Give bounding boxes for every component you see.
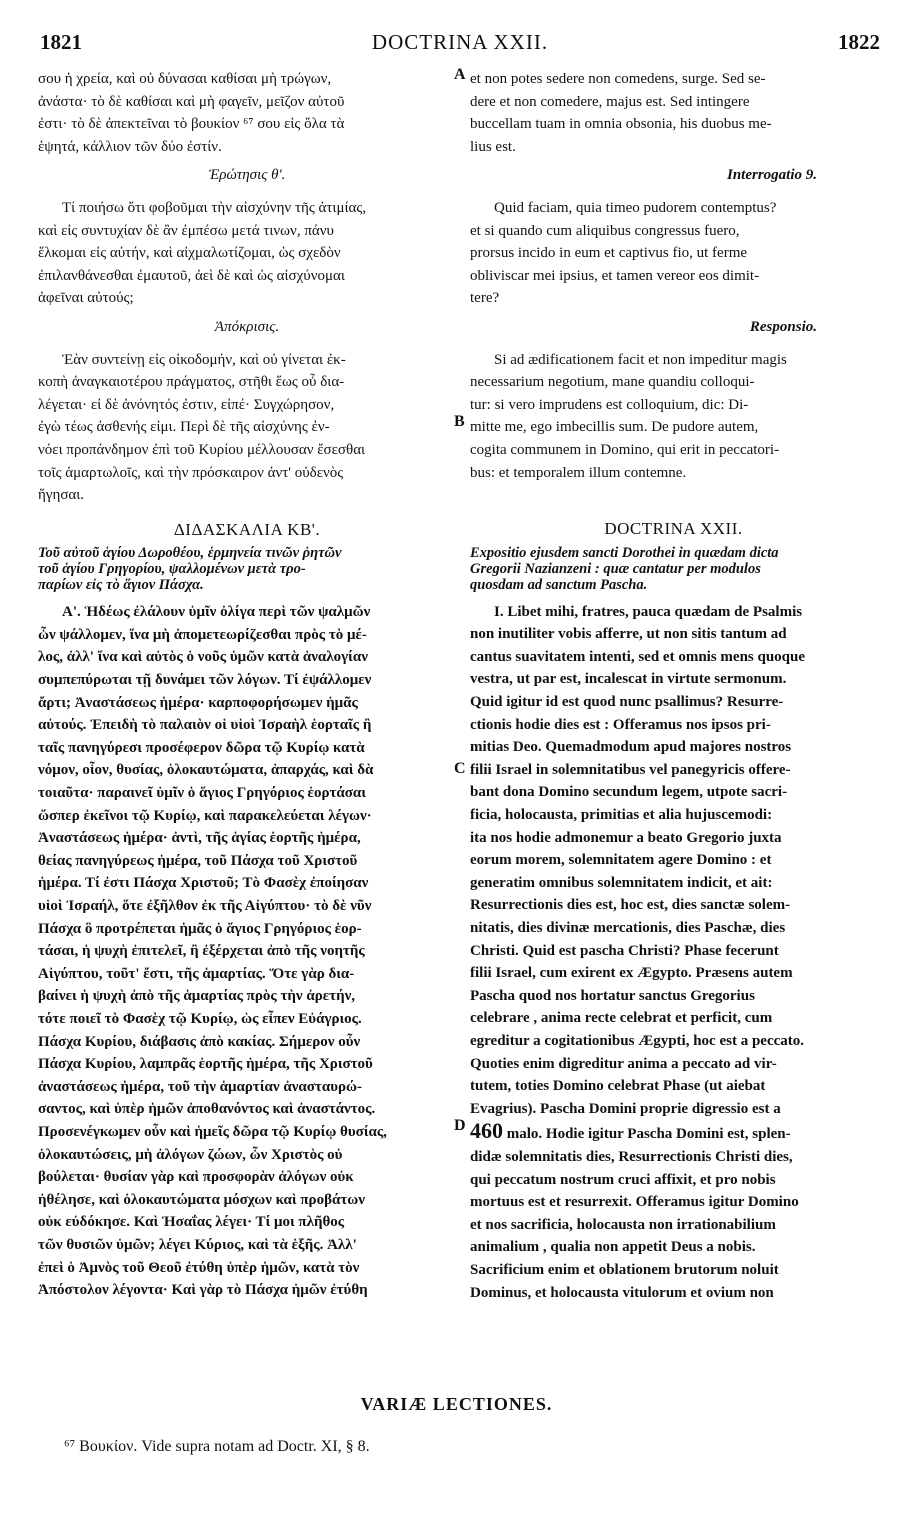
text-line: τοῦ ἁγίου Γρηγορίου, ψαλλομένων μετὰ τρο- (38, 561, 306, 578)
text-line: ἑψητά, κάλλιον τῶν δύο ἐστίν. (38, 138, 222, 155)
text-line: βαίνει ἡ ψυχὴ ἀπὸ τῆς ἁμαρτίας πρὸς τὴν ἀρετήν, (38, 988, 356, 1005)
text-line: ὧν ψάλλομεν, ἵνα μὴ ἀπομετεωρίζεσθαι πρὸς τὸ μέ- (38, 626, 367, 643)
text-line: non inutiliter vobis afferre, ut non sitis tantum ad (470, 626, 787, 643)
text-line: συμπεπύρωται τῇ δυνάμει τῶν λόγων. Τί ἐψάλλομεν (38, 672, 372, 689)
text-line: τοιαῦτα· παραινεῖ ὑμῖν ὁ ἅγιος Γρηγόριος ἑορτάσαι (38, 785, 366, 802)
doctrine-title: ΔΙΔΑΣΚΑΛΙΑ ΚΒ'. (173, 519, 321, 539)
running-title: DOCTRINA XXII. (371, 30, 549, 54)
text-line: ταῖς πανηγύρεσι προσέφερον δῶρα τῷ Κυρίῳ κατὰ (38, 739, 365, 756)
answer-heading: Responsio. (749, 318, 817, 335)
text-line: τῶν θυσιῶν ὑμῶν; λέγει Κύριος, καὶ τὰ ἑξῆς. Ἀλλ' (38, 1236, 357, 1253)
text-line: Si ad ædificationem facit et non impeditur magis (494, 351, 787, 368)
text-line: et nos sacrificia, holocausta non irrationabilium (470, 1216, 776, 1233)
text-line: Expositio ejusdem sancti Dorothei in quædam dicta (470, 544, 779, 561)
text-line: dere et non comedere, majus est. Sed intingere (470, 93, 750, 110)
text-line: ἐγὼ τέως ἀσθενής εἰμι. Περὶ δὲ τῆς αἰσχύνης ἐν- (38, 419, 330, 436)
text-line: lius est. (470, 138, 516, 155)
text-line: Πάσχα Κυρίου, λαμπρᾶς ἑορτῆς ἡμέρα, τῆς Χριστοῦ (38, 1056, 373, 1073)
text-line: mitias Deo. Quemadmodum apud majores nostros (470, 739, 792, 756)
text-line: egreditur a cogitationibus Ægypti, hoc est a peccato. (470, 1032, 805, 1049)
greek-answer (38, 349, 456, 507)
latin-question (470, 197, 877, 310)
text-line: λέγεται· εἰ δὲ ἀνόνητός ἐστιν, εἰπέ· Συγχώρησον, (38, 396, 335, 413)
page-number-right: 1822 (838, 30, 880, 54)
text-line: Quid faciam, quia timeo pudorem contemptus? (494, 199, 777, 216)
latin-answer (470, 349, 877, 485)
text-line: Dominus, et holocausta vitulorum et ovium non (470, 1284, 774, 1301)
text-line: filii Israel, cum exirent ex Ægypto. Præsens autem (470, 965, 793, 982)
text-line: buccellam tuam in omnia obsonia, his duobus me- (470, 116, 772, 133)
latin-body (470, 601, 877, 1304)
text-line: ctionis hodie dies est : Offeramus nos ipsos pri- (470, 716, 771, 733)
doctrine-subtitle (470, 545, 877, 593)
text-line: ἡμέρα. Τί ἐστι Πάσχα Χριστοῦ; Τὸ Φασὲχ ἐποίησαν (38, 875, 369, 892)
text-line: ἐπιλανθάνεσθαι ἐμαυτοῦ, ἀεὶ δὲ καὶ ὡς αἰσχύνομαι (38, 267, 345, 284)
text-line: tur: si vero imprudens est colloquium, dic: Di- (470, 396, 749, 413)
text-line: ἐστι· τὸ δὲ ἀπεκτεῖναι τὸ βουκίον ⁶⁷ σου εἰς ὅλα τὰ (38, 116, 345, 133)
text-line: Gregorii Nazianzeni : quæ cantatur per modulos (470, 560, 761, 577)
margin-marker-b: B (454, 413, 465, 430)
text-line: animalium , qualia non appetit Deus a nobis. (470, 1239, 756, 1256)
margin-marker-c: C (454, 760, 466, 777)
greek-intro (38, 68, 456, 158)
text-line: καὶ εἰς συντυχίαν δὲ ἂν ἐμπέσω μετά τινων, πάνυ (38, 222, 334, 239)
text-line: Α'. Ἡδέως ἐλάλουν ὑμῖν ὀλίγα περὶ τῶν ψαλμῶν (62, 604, 371, 621)
text-line: ἠθέλησε, καὶ ὁλοκαυτώματα μόσχων καὶ προβάτων (38, 1191, 365, 1208)
text-line: ita nos hodie admonemur a beato Gregorio juxta (470, 829, 782, 846)
text-line: qui peccatum nostrum cruci affixit, et pro nobis (470, 1171, 776, 1188)
greek-body (38, 601, 456, 1301)
text-line: bus: et temporalem illum contemne. (470, 464, 687, 481)
text-line: ἕλκομαι εἰς αὐτήν, καὶ αἰχμαλωτίζομαι, ὡς σχεδὸν (38, 245, 341, 262)
doctrine-title: DOCTRINA XXII. (604, 519, 743, 539)
text-line: nitatis, dies divinæ mercationis, dies Paschæ, dies (470, 920, 786, 936)
text-line: cogita communem in Domino, qui erit in peccatori- (470, 441, 780, 458)
text-line: υἱοὶ Ἰσραήλ, ὅτε ἐξῆλθον ἐκ τῆς Αἰγύπτου· τὸ δὲ νῦν (38, 898, 372, 914)
text-line: νόμον, οἷον, θυσίας, ὁλοκαυτώματα, ἀπαρχάς, καὶ δὰ (38, 762, 374, 779)
text-line: σαντος, καὶ ὑπὲρ ἡμῶν ἀποθανόντος καὶ ἀναστάντος. (38, 1101, 376, 1118)
text-line: generatim omnibus solemnitatem indicit, et ait: (470, 874, 773, 891)
text-line (470, 1120, 877, 1146)
text-line: prorsus incido in eum et captivus fio, ut ferme (470, 245, 748, 262)
question-heading: Ἐρώτησις θ'. (208, 167, 286, 184)
text-line: θείας πανηγύρεως ἡμέρα, τοῦ Πάσχα τοῦ Χριστοῦ (38, 852, 358, 869)
text-line: κοπὴ ἀναγκαιοτέρου πράγματος, στῆθι ἕως οὗ δια- (38, 374, 345, 391)
greek-column (38, 68, 456, 1302)
text-line: Quoties enim digreditur anima a peccato ad vir- (470, 1055, 777, 1072)
text-line: αὐτούς. Ἐπειδὴ τὸ παλαιὸν οἱ υἱοὶ Ἰσραὴλ ἑορταῖς ἢ (38, 717, 372, 734)
text-line: Pascha quod nos hortatur sanctus Gregorius (470, 987, 755, 1004)
text-line: ἥγησαι. (38, 487, 85, 504)
text-line: νόει προπάνδημον ἐπὶ τοῦ Κυρίου μέλλουσαν ἔσεσθαι (38, 441, 366, 458)
latin-intro (470, 68, 877, 158)
text-line: Sacrificium enim et oblationem brutorum noluit (470, 1261, 779, 1278)
text-line: cantus suavitatem intenti, sed et omnis mens quoque (470, 648, 806, 665)
text-line: bant dona Domino secundum legem, utpote sacri- (470, 784, 788, 801)
text-line-content: malo. Hodie igitur Pascha Domini est, splen- (506, 1126, 791, 1143)
text-line: ὥσπερ ἐκεῖνοι τῷ Κυρίῳ, καὶ παρακελεύεται λέγων· (38, 807, 372, 824)
text-line: eorum morem, solemnitatem agere Domino : et (470, 852, 772, 869)
text-line: τότε ποιεῖ τὸ Φασὲχ τῷ Κυρίῳ, ὡς εἶπεν Εὐάγριος. (38, 1010, 362, 1027)
page-header (40, 30, 880, 60)
text-line: Ἀπόστολον λέγοντα· Καὶ γὰρ τὸ Πάσχα ἡμῶν ἐτύθη (38, 1282, 368, 1299)
text-line: Ἐὰν συντείνῃ εἰς οἰκοδομήν, καὶ οὐ γίνεται ἐκ- (62, 351, 346, 368)
greek-question (38, 197, 456, 310)
text-line: Quid igitur id est quod nunc psallimus? Resurre- (470, 694, 784, 711)
text-line: τοῖς ἁμαρτωλοῖς, καὶ τὴν πρόσκαιρον ἀντ' οὐδενὸς (38, 464, 344, 481)
text-line: ὁλοκαυτώσεις, μὴ ἀλόγων ζώων, ὧν Χριστὸς οὐ (38, 1146, 343, 1163)
text-line: necessarium negotium, mane quandiu colloqui- (470, 374, 755, 391)
text-line: mitte me, ego imbecillis sum. De pudore autem, (470, 419, 759, 436)
question-heading: Interrogatio 9. (726, 167, 817, 184)
text-line: vestra, ut par est, incalescat in virtute sermonum. (470, 671, 787, 688)
text-line: obliviscar mei ipsius, et tamen vereor eos dimit- (470, 267, 760, 284)
text-line: σου ἡ χρεία, καὶ οὐ δύνασαι καθίσαι μὴ τρώγων, (38, 71, 332, 87)
variae-lectiones-title: VARIÆ LECTIONES. (360, 1394, 553, 1414)
text-line: et si quando cum aliquibus congressus fuero, (470, 222, 740, 239)
footnote: ⁶⁷ Βουκίον. Vide supra notam ad Doctr. XI, § 8. (64, 1438, 370, 1455)
text-line: Αἰγύπτου, τοῦτ' ἔστι, τῆς ἁμαρτίας. Ὅτε γὰρ δια- (38, 965, 355, 982)
text-line: βούλεται· θυσίαν γὰρ καὶ προσφορὰν ἀλόγων οὐκ (38, 1169, 354, 1186)
text-line: Ἀναστάσεως ἡμέρα· ἀντὶ, τῆς ἁγίας ἑορτῆς ἡμέρα, (38, 830, 361, 847)
text-line: ἄρτι; Ἀναστάσεως ἡμέρα· καρποφορήσωμεν ἡμᾶς (38, 694, 358, 711)
text-line: tutem, toties Domino celebrat Phase (ut aiebat (470, 1078, 766, 1095)
text-line: celebrare , anima recte celebrat et perficit, cum (470, 1010, 773, 1027)
text-line: ficia, holocausta, primitias et alia hujuscemodi: (470, 807, 773, 824)
page-number-left: 1821 (40, 30, 82, 54)
margin-marker-d: D (454, 1117, 466, 1134)
text-line: Τοῦ αὐτοῦ ἁγίου Δωροθέου, ἑρμηνεία τινῶν ῥητῶν (38, 545, 342, 562)
text-line: οὐκ εὐδόκησε. Καὶ Ἡσαΐας λέγει· Τί μοι πλῆθος (38, 1214, 345, 1231)
doctrine-subtitle (38, 545, 456, 593)
text-line: mortuus est et resurrexit. Offeramus igitur Domino (470, 1194, 799, 1211)
text-line: filii Israel in solemnitatibus vel panegyricis offere- (470, 761, 791, 778)
text-line: ἀναστάσεως ἡμέρα, τοῦ τὴν ἁμαρτίαν ἀνασταυρώ- (38, 1078, 362, 1095)
answer-heading: Ἀπόκρισις. (214, 318, 280, 335)
text-line: Resurrectionis dies est, hoc est, dies sanctæ solem- (470, 897, 791, 914)
text-line: tere? (470, 290, 500, 307)
text-line: τάσαι, ἡ ψυχὴ ἐπιτελεῖ, ἢ ἐξέρχεται ἀπὸ τῆς νοητῆς (38, 943, 365, 960)
text-line: I. Libet mihi, fratres, pauca quædam de Psalmis (494, 603, 803, 620)
text-line: quosdam ad sanctum Pascha. (470, 576, 648, 593)
text-line: didæ solemnitatis dies, Resurrectionis Christi dies, (470, 1148, 793, 1165)
latin-column (470, 68, 877, 1304)
text-line: ἀνάστα· τὸ δὲ καθίσαι καὶ μὴ φαγεῖν, μεῖζον αὐτοῦ (38, 93, 345, 110)
text-line: Evagrius). Pascha Domini proprie digressio est a (470, 1100, 781, 1117)
text-line: Πάσχα Κυρίου, διάβασις ἀπὸ κακίας. Σήμερον οὖν (38, 1033, 361, 1050)
text-line: ἐπεὶ ὁ Ἀμνὸς τοῦ Θεοῦ ἐτύθη ὑπὲρ ἡμῶν, κατὰ τὸν (38, 1259, 360, 1276)
column-number: 460 (470, 1118, 503, 1144)
text-line: Christi. Quid est pascha Christi? Phase fecerunt (470, 942, 779, 959)
text-line: λος, ἀλλ' ἵνα καὶ αὐτὸς ὁ νοῦς ὑμῶν κατὰ ἀναλογίαν (38, 649, 368, 666)
margin-marker-a: A (454, 66, 466, 83)
text-line: παρίων εἰς τὸ ἅγιον Πάσχα. (38, 577, 204, 594)
text-line: Τί ποιήσω ὅτι φοβοῦμαι τὴν αἰσχύνην τῆς ἀτιμίας, (62, 199, 367, 216)
text-line: ἀφεῖναι αὐτούς; (38, 290, 134, 307)
text-line: et non potes sedere non comedens, surge. Sed se- (470, 71, 766, 87)
text-line: Πάσχα ὃ προτρέπεται ἡμᾶς ὁ ἅγιος Γρηγόριος ἑορ- (38, 920, 362, 937)
text-line: Προσενέγκωμεν οὖν καὶ ἡμεῖς δῶρα τῷ Κυρίῳ θυσίας, (38, 1123, 387, 1140)
